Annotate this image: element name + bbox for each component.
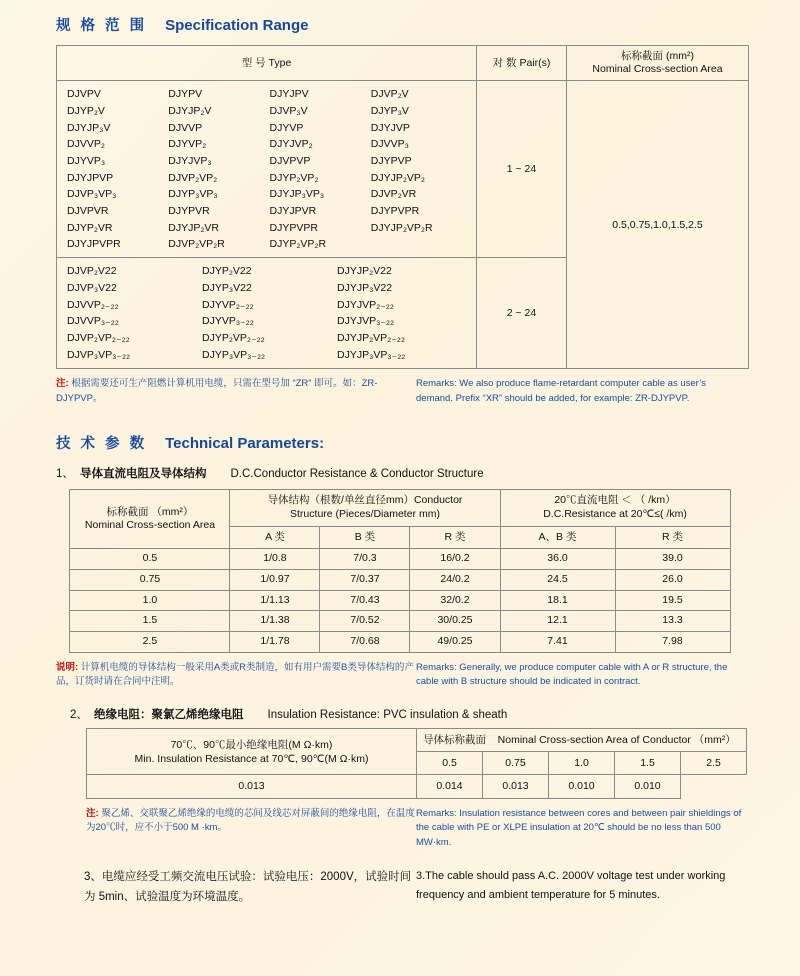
type-code: DJVP₃V [269, 104, 308, 117]
table-cell: 24.5 [500, 570, 615, 591]
type-code: DJVPVR [67, 204, 109, 217]
insulation-area-cell: 0.75 [483, 752, 549, 775]
type-code: DJYJVP [370, 121, 410, 134]
tech-body [0, 465, 800, 906]
insulation-value-cell: 0.013 [483, 775, 549, 798]
specification-range-heading [0, 0, 800, 35]
table-header-row [87, 729, 747, 752]
type-group-1 [57, 81, 477, 258]
header-pairs: 对 数 Pair(s) [477, 46, 567, 81]
table-cell: 49/0.25 [410, 631, 500, 652]
tech-item1-cn: 导体直流电阻及导体结构 [80, 468, 207, 481]
type-code: DJYP₂VR [67, 221, 113, 234]
table-cell: 36.0 [500, 549, 615, 570]
table-cell: 0.5 [70, 549, 230, 570]
header-class-r: R 类 [410, 526, 500, 549]
spec-table-wrap [0, 45, 800, 406]
header-resistance [500, 490, 730, 526]
insulation-area-cell: 1.0 [549, 752, 615, 775]
type-code: DJVP₂VR [370, 188, 417, 201]
header-structure-cn: 导体结构（根数/单丝直径mm）Conductor [267, 494, 463, 507]
type-code: DJVP₂V22 [67, 265, 117, 278]
specification-table [56, 45, 749, 369]
type-group-2 [57, 258, 477, 369]
type-code: DJYP₃V [370, 104, 409, 117]
type-grid-2 [67, 264, 472, 362]
tech-title-cn: 技 术 参 数 [56, 436, 148, 453]
type-code: DJYP₂V22 [202, 265, 252, 278]
conductor-resistance-table [69, 489, 730, 652]
insulation-value-cell: 0.010 [549, 775, 615, 798]
type-code: DJVVP₃ [370, 138, 409, 151]
tech-note1-cn [56, 661, 416, 690]
insulation-value-row [87, 775, 747, 798]
insulation-value-cell: 0.010 [615, 775, 681, 798]
tech-item2-heading [56, 706, 744, 722]
tech-note2-cn-label: 注: [86, 807, 99, 819]
tech-item3-cn: 3、电缆应经受工频交流电压试验：试验电压：2000V，试验时间为 5min、试验温度为环境温度。 [84, 870, 412, 903]
table-cell: 2.5 [70, 631, 230, 652]
type-code: DJYJP₃V22 [337, 282, 393, 295]
table-cell: 30/0.25 [410, 611, 500, 632]
spec-note-en: Remarks: We also produce flame-retardant computer cable as user’s demand. Prefix “XR” should be added, for example: ZR-DJYPVP. [416, 378, 706, 404]
type-code: DJYJPV [269, 88, 309, 101]
type-code: DJVPV [67, 88, 101, 101]
tech-note2-cn-text: 聚乙烯、交联聚乙烯绝缘的电缆的芯间及线芯对屏蔽间的绝缘电阻，在温度为20℃时，应不小于500 M ·km。 [86, 807, 415, 834]
table-cell: 1/0.97 [230, 570, 320, 591]
table-cell: 7.41 [500, 631, 615, 652]
table-cell: 26.0 [615, 570, 730, 591]
tech-note1-cn-label: 说明: [56, 661, 79, 673]
table-cell: 1/1.38 [230, 611, 320, 632]
tech-item1-en: D.C.Conductor Resistance & Conductor Structure [230, 468, 484, 481]
table-cell: 1/0.8 [230, 549, 320, 570]
tech-item1-num: 1、 [56, 468, 74, 481]
type-code: DJVVP₃₋₂₂ [67, 315, 119, 328]
table-cell: 7/0.52 [320, 611, 410, 632]
spec-note-cn-text: 根据需要还可生产阻燃计算机用电缆，只需在型号加 “ZR” 即可。如：ZR-DJYPVP。 [56, 378, 378, 404]
type-code: DJYJP₃VP₃ [269, 188, 325, 201]
type-code: DJYVP₂ [168, 138, 207, 151]
nominal-area-value: 0.5,0.75,1.0,1.5,2.5 [567, 81, 749, 369]
table-cell: 7/0.37 [320, 570, 410, 591]
table-cell: 12.1 [500, 611, 615, 632]
type-code: DJYJP₂VR [168, 221, 220, 234]
table-cell: 16/0.2 [410, 549, 500, 570]
tech-note1-en: Remarks: Generally, we produce computer cable with A or R structure, the cable with B structure should be indicated in contract. [416, 661, 728, 688]
tech-note2-cn [86, 807, 416, 851]
type-code: DJVVP [168, 121, 203, 134]
type-code: DJYJPVR [269, 204, 317, 217]
type-code: DJYVP₃₋₂₂ [202, 315, 254, 328]
type-code: DJVP₃VP₃ [67, 188, 117, 201]
type-code: DJYJP₂V22 [337, 265, 392, 278]
header-area-en: Nominal Cross-section Area [592, 63, 723, 76]
type-code: DJYJP₂VP₂₋₂₂ [337, 332, 405, 345]
table-cell: 32/0.2 [410, 590, 500, 611]
type-code: DJYP₂VP₂R [269, 238, 327, 251]
insulation-value-cell: 0.013 [87, 775, 417, 798]
type-code: DJVVP₂₋₂₂ [67, 298, 119, 311]
tech-item2-en: Insulation Resistance: PVC insulation & sheath [267, 709, 508, 721]
tech-item2-remarks [86, 807, 746, 851]
table-row [70, 570, 730, 591]
header-area [567, 46, 749, 81]
type-code [371, 237, 472, 251]
insulation-left-label-cn: 70℃、90℃最小绝缘电阻(M Ω·km) [170, 738, 333, 751]
tech-item3 [56, 867, 744, 907]
tech-item1-heading [56, 465, 744, 481]
table-cell: 1/1.13 [230, 590, 320, 611]
insulation-resistance-table [86, 728, 747, 799]
header-class-a: A 类 [230, 526, 320, 549]
header-nominal-area [70, 490, 230, 549]
header-class-r2: R 类 [615, 526, 730, 549]
type-code: DJYP₃VP₃₋₂₂ [202, 348, 266, 361]
type-grid-1 [67, 87, 472, 251]
table-header-row [70, 490, 730, 526]
pairs-group-2: 2 ~ 24 [477, 258, 567, 369]
table-cell: 7/0.3 [320, 549, 410, 570]
type-code: DJYJP₂V [168, 104, 212, 117]
header-class-b: B 类 [320, 526, 410, 549]
type-code: DJYJPVP [67, 171, 114, 184]
header-resistance-cn: 20℃直流电阻 ＜ （ /km） [554, 494, 676, 507]
table-row [70, 631, 730, 652]
pairs-group-1: 1 ~ 24 [477, 81, 567, 258]
insulation-area-header-cn: 导体标称截面 [423, 734, 486, 746]
header-structure-en: Structure (Pieces/Diameter mm) [290, 508, 440, 521]
type-code: DJYP₃VP₃ [168, 188, 218, 201]
type-code: DJYPVPR [269, 221, 318, 234]
table-cell: 1.5 [70, 611, 230, 632]
header-nominal-area-cn: 标称截面 （mm²） [106, 505, 194, 518]
table-row [70, 590, 730, 611]
table-row [57, 81, 749, 258]
conductor-resistance-rows [70, 549, 730, 652]
type-code: DJYP₃V22 [202, 282, 252, 295]
type-code: DJYJP₂VP₂ [370, 171, 425, 184]
table-cell: 19.5 [615, 590, 730, 611]
table-cell: 1.0 [70, 590, 230, 611]
type-code: DJYJP₂VP₂R [370, 221, 433, 234]
type-code: DJYVP₃ [67, 154, 106, 167]
spec-remarks [56, 377, 744, 406]
insulation-area-cell: 0.5 [417, 752, 483, 775]
table-row [70, 549, 730, 570]
table-cell: 7/0.43 [320, 590, 410, 611]
tech-item2-num: 2、 [70, 709, 88, 721]
table-cell: 7/0.68 [320, 631, 410, 652]
insulation-area-cell: 2.5 [681, 752, 747, 775]
header-resistance-en: D.C.Resistance at 20℃≤( /km) [543, 508, 687, 521]
type-code: DJYP₂VP₂ [269, 171, 319, 184]
type-code: DJYJVP₃ [168, 154, 212, 167]
header-nominal-area-en: Nominal Cross-section Area [84, 519, 216, 532]
insulation-left-label-en: Min. Insulation Resistance at 70℃, 90℃(M Ω·km) [134, 752, 369, 765]
type-code: DJVP₃V22 [67, 282, 117, 295]
type-code: DJYJVP₂ [269, 138, 313, 151]
type-code: DJVP₂VP₂R [168, 238, 225, 251]
type-code: DJYJP₃V [67, 121, 111, 134]
type-code: DJYPV [168, 88, 203, 101]
table-cell: 7.98 [615, 631, 730, 652]
insulation-area-cell: 1.5 [615, 752, 681, 775]
table-cell: 0.75 [70, 570, 230, 591]
type-code: DJYP₂VP₂₋₂₂ [202, 332, 265, 345]
tech-item1-remarks [56, 661, 744, 690]
table-cell: 1/1.78 [230, 631, 320, 652]
spec-title-en: Specification Range [165, 17, 309, 34]
spec-note-cn [56, 377, 416, 406]
table-cell: 18.1 [500, 590, 615, 611]
table-cell: 24/0.2 [410, 570, 500, 591]
header-type: 型 号 Type [57, 46, 477, 81]
type-code: DJVP₂VP₂ [168, 171, 218, 184]
header-area-cn: 标称截面 (mm²) [621, 50, 694, 62]
table-cell: 39.0 [615, 549, 730, 570]
type-code: DJYJVP₃₋₂₂ [337, 315, 395, 328]
type-code: DJYPVPR [370, 204, 420, 217]
type-code: DJVP₂VP₂₋₂₂ [67, 332, 130, 345]
header-structure [230, 490, 500, 526]
insulation-area-header [417, 729, 747, 752]
tech-item2-cn: 绝缘电阻：聚氯乙烯绝缘电阻 [94, 709, 244, 721]
table-row [70, 611, 730, 632]
type-code: DJYJVP₂₋₂₂ [337, 298, 394, 311]
tech-note1-cn-text: 计算机电缆的导体结构一般采用A类或R类制造，如有用户需要B类导体结构的产品，订货时请在合同中注明。 [56, 661, 414, 688]
technical-parameters-heading [0, 432, 800, 453]
tech-note2-en: Remarks: Insulation resistance between cores and between pair shieldings of the cable with PE or XLPE insulation at 20℃ should be no less than 500 MW·km. [416, 807, 742, 848]
type-code: DJYJPVPR [67, 238, 121, 251]
type-code: DJVP₂V [370, 88, 409, 101]
type-code: DJYVP₂₋₂₂ [202, 298, 254, 311]
insulation-area-header-en: Nominal Cross-section Area of Conductor （mm²） [497, 734, 736, 746]
tech-title-en: Technical Parameters: [165, 435, 325, 453]
type-code: DJVVP₂ [67, 138, 105, 151]
table-header-row [57, 46, 749, 81]
type-code: DJYPVR [168, 204, 210, 217]
type-code: DJYJP₃VP₃₋₂₂ [337, 348, 406, 361]
table-cell: 13.3 [615, 611, 730, 632]
type-code: DJYVP [269, 121, 304, 134]
insulation-value-cell: 0.014 [417, 775, 483, 798]
spec-title-cn: 规 格 范 围 [56, 18, 148, 34]
type-code: DJYPVP [370, 154, 412, 167]
spec-note-cn-label: 注: [56, 378, 69, 389]
tech-item3-en: 3.The cable should pass A.C. 2000V voltage test under working frequency and ambient temperature for 5 minutes. [416, 869, 726, 901]
type-code: DJYP₂V [67, 104, 105, 117]
insulation-left-label [87, 729, 417, 775]
type-code: DJVP₃VP₃₋₂₂ [67, 348, 131, 361]
header-class-ab: A、B 类 [500, 526, 615, 549]
type-code: DJVPVP [269, 154, 311, 167]
